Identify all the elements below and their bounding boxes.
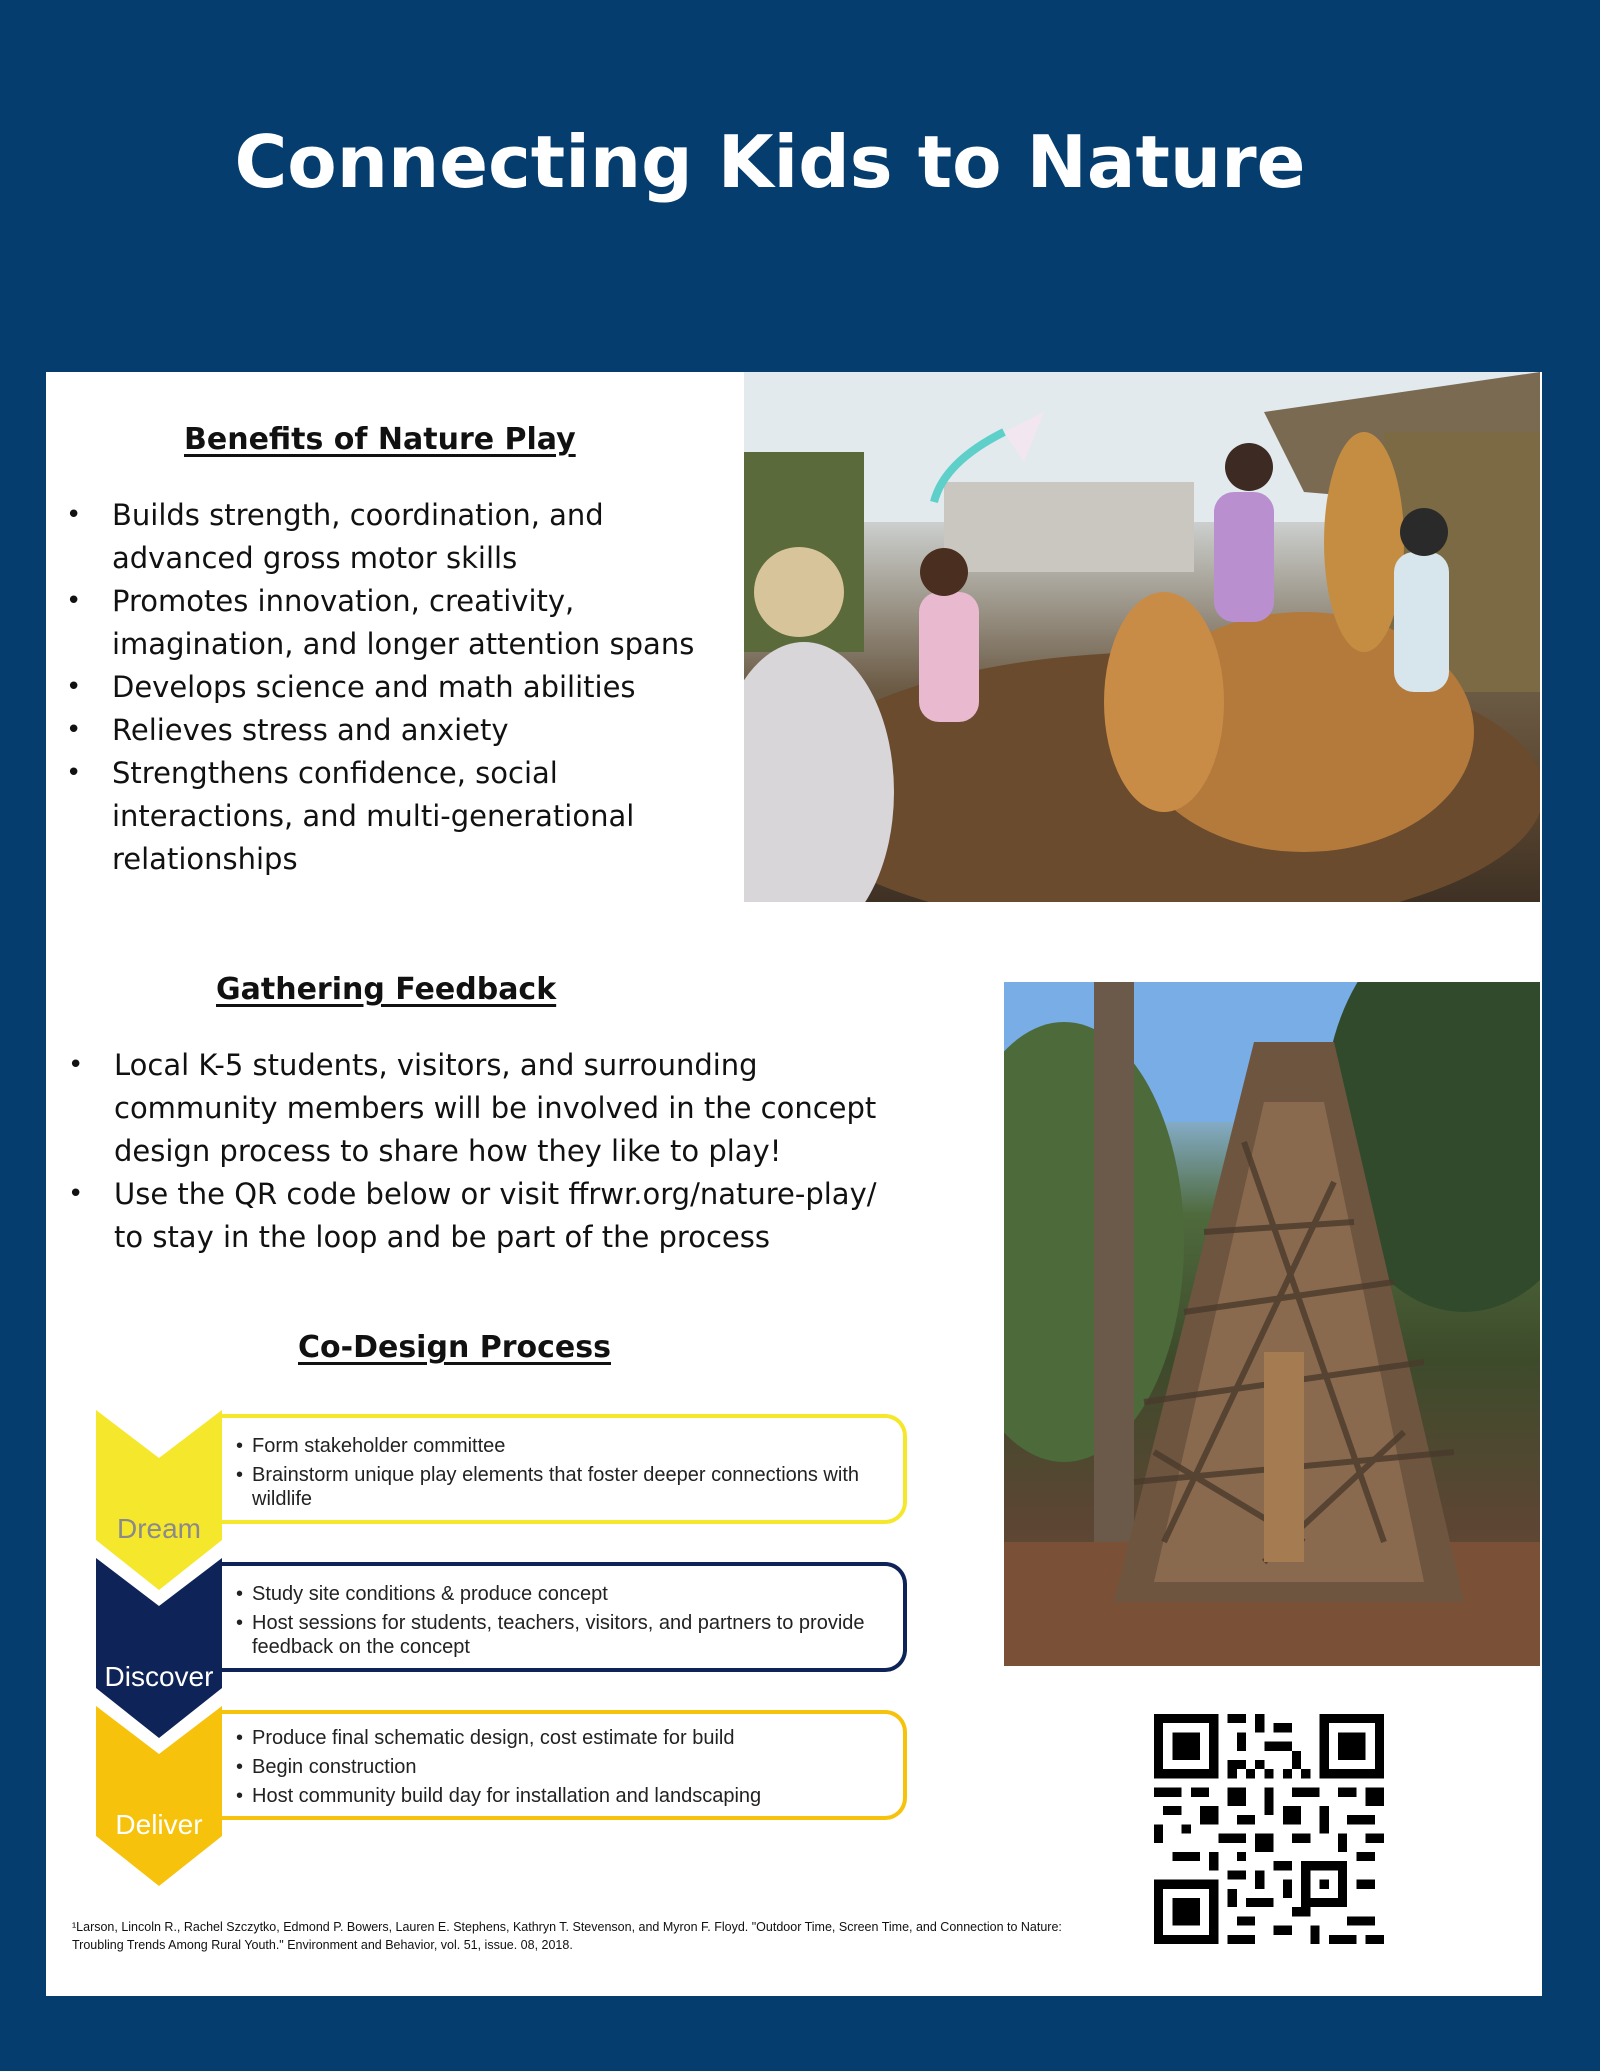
list-item: • Form stakeholder committee — [234, 1434, 903, 1458]
dream-box — [222, 1414, 907, 1524]
list-item: • Use the QR code below or visit ffrwr.org/nature-play/ to stay in the loop and be part of the process — [48, 1173, 908, 1259]
list-item: • Produce final schematic design, cost estimate for build — [234, 1726, 903, 1750]
list-item: • Local K-5 students, visitors, and surrounding community members will be involved in the concept design process to share how they like to play! — [48, 1044, 908, 1173]
discover-box — [222, 1562, 907, 1672]
kids-playing-illustration — [744, 372, 1540, 902]
list-item: • Begin construction — [234, 1755, 903, 1779]
list-item: • Brainstorm unique play elements that foster deeper connections with wildlife — [234, 1463, 903, 1511]
kids-playing-photo — [744, 372, 1540, 902]
process-stage-deliver — [96, 1706, 916, 1886]
list-item: • Strengthens confidence, social interactions, and multi-generational relationships — [46, 752, 736, 881]
stick-structure-photo — [1004, 982, 1540, 1666]
benefits-heading: Benefits of Nature Play — [184, 422, 576, 457]
deliver-box — [222, 1710, 907, 1820]
feedback-heading: Gathering Feedback — [216, 972, 557, 1007]
feedback-list — [48, 1044, 908, 1259]
stick-structure-illustration — [1004, 982, 1540, 1666]
page-title: Connecting Kids to Nature — [234, 120, 1306, 204]
list-item: • Develops science and math abilities — [46, 666, 736, 709]
deliver-label: Deliver — [115, 1809, 203, 1840]
list-item: • Study site conditions & produce concept — [234, 1582, 903, 1606]
benefits-list — [46, 494, 736, 881]
process-heading: Co-Design Process — [298, 1330, 611, 1365]
list-item: • Relieves stress and anxiety — [46, 709, 736, 752]
dream-label: Dream — [116, 1513, 201, 1544]
qr-code[interactable] — [1154, 1714, 1384, 1944]
list-item: • Host community build day for installation and landscaping — [234, 1784, 903, 1808]
list-item: • Builds strength, coordination, and advanced gross motor skills — [46, 494, 736, 580]
discover-label: Discover — [104, 1661, 214, 1692]
list-item: • Promotes innovation, creativity, imagination, and longer attention spans — [46, 580, 736, 666]
footnote-citation: ¹Larson, Lincoln R., Rachel Szczytko, Edmond P. Bowers, Lauren E. Stephens, Kathryn T. Stevenson, and Myron F. Floyd. "Outdoor Time, Screen Time, and Connection to Nature: Troubling Trends Among Rural Youth." Environment and Behavior, vol. 51, issue. 08, 2018. — [72, 1920, 1062, 1952]
list-item: • Host sessions for students, teachers, visitors, and partners to provide feedback on the concept — [234, 1611, 903, 1659]
